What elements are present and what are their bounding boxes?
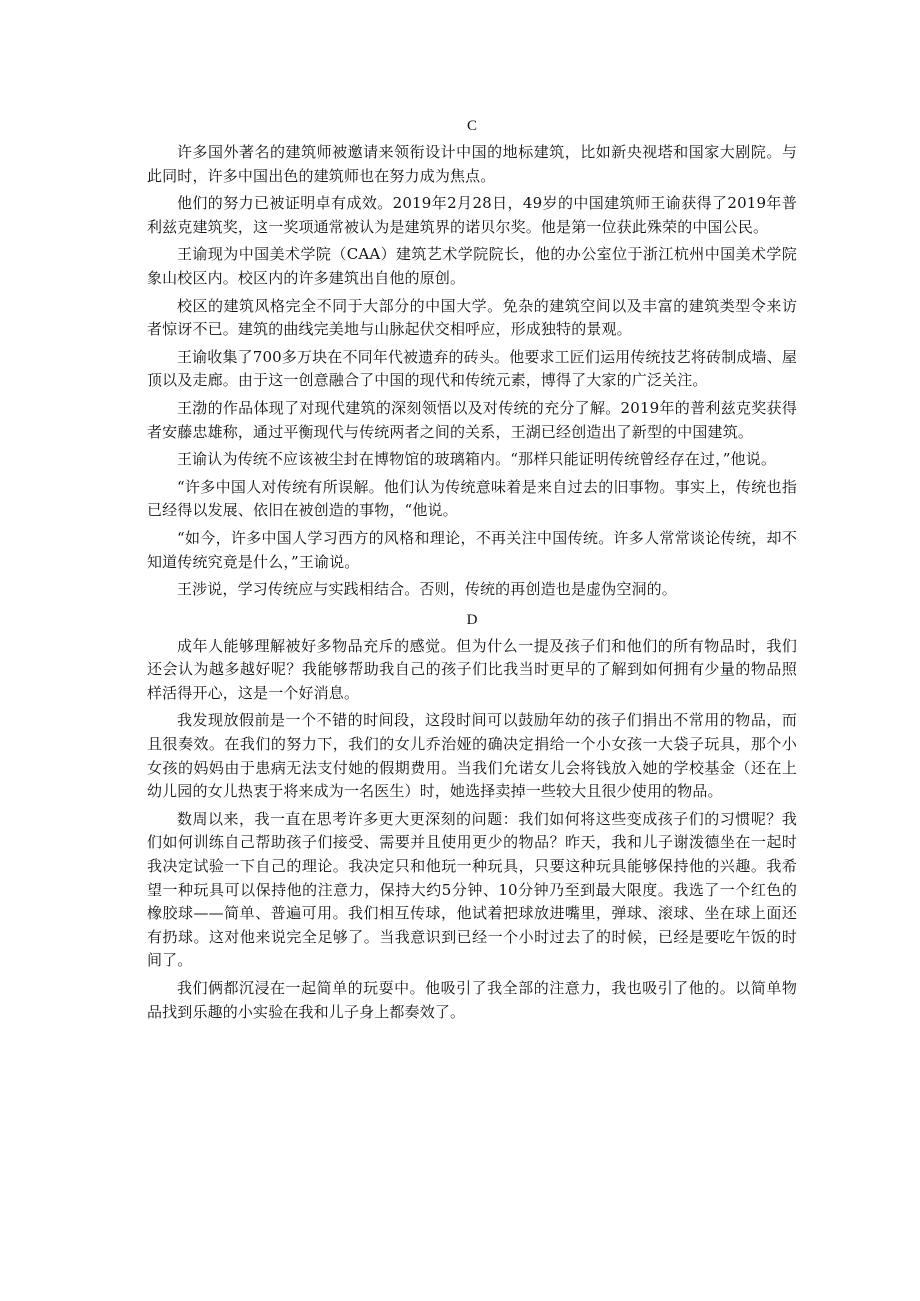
paragraph: “许多中国人对传统有所误解。他们认为传统意味着是来自过去的旧事物。事实上，传统也指已经得以发展、依旧在被创造的事物，“他说。 bbox=[147, 477, 797, 520]
paragraph: 他们的努力已被证明卓有成效。2019年2月28日，49岁的中国建筑师王谕获得了2019年普利兹克建筑奖，这一奖项通常被认为是建筑界的诺贝尔奖。他是第一位获此殊荣的中国公民。 bbox=[147, 194, 797, 236]
paragraph: 我们俩都沉浸在一起简单的玩耍中。他吸引了我全部的注意力，我也吸引了他的。以简单物品找到乐趣的小实验在我和儿子身上都奏效了。 bbox=[147, 979, 797, 1021]
section-heading: D bbox=[466, 611, 478, 628]
paragraph: 许多国外著名的建筑师被邀请来领衔设计中国的地标建筑，比如新央视塔和国家大剧院。与此同时，许多中国出色的建筑师也在努力成为焦点。 bbox=[147, 143, 797, 185]
paragraph: 我发现放假前是一个不错的时间段，这段时间可以鼓励年幼的孩子们捐出不常用的物品，而且很奏效。在我们的努力下，我们的女儿乔治娅的确决定捐给一个小女孩一大袋子玩具，那个小女孩的妈妈由于患病无法支付她的假期费用。当我们允诺女儿会将钱放入她的学校基金（还在上幼儿园的女儿热衷于将来成为一名医生）时，她选择卖掉一些较大且很少使用的物品。 bbox=[147, 711, 797, 801]
paragraph: 王谕现为中国美术学院（CAA）建筑艺术学院院长，他的办公室位于浙江杭州中国美术学院象山校区内。校区内的许多建筑出自他的原创。 bbox=[147, 245, 797, 287]
document-page bbox=[147, 112, 797, 1028]
paragraph: 成年人能够理解被好多物品充斥的感觉。但为什么一提及孩子们和他们的所有物品时，我们还会认为越多越好呢？我能够帮助我自己的孩子们比我当时更早的了解到如何拥有少量的物品照样活得开心，这是一个好消息。 bbox=[147, 636, 797, 702]
section-d bbox=[147, 606, 797, 1025]
paragraph: 校区的建筑风格完全不同于大部分的中国大学。免杂的建筑空间以及丰富的建筑类型令来访者惊讶不已。建筑的曲线完美地与山脉起伏交相呼应，形成独特的景观。 bbox=[147, 296, 797, 339]
paragraph: 王谕认为传统不应该被尘封在博物馆的玻璃箱内。“那样只能证明传统曾经存在过，”他说。 bbox=[177, 450, 776, 469]
paragraph: “如今，许多中国人学习西方的风格和理论，不再关注中国传统。许多人常常谈论传统，却不知道传统究竟是什么，”王谕说。 bbox=[147, 528, 797, 571]
paragraph: 王涉说，学习传统应与实践相结合。否则，传统的再创造也是虚伪空洞的。 bbox=[177, 580, 677, 599]
paragraph: 王谕收集了700多万块在不同年代被遗弃的砖头。他要求工匠们运用传统技艺将砖制成墙、屋顶以及走廊。由于这一创意融合了中国的现代和传统元素，博得了大家的广泛关注。 bbox=[147, 347, 797, 390]
section-heading: C bbox=[466, 118, 477, 134]
paragraph: 王渤的作品体现了对现代建筑的深刻领悟以及对传统的充分了解。2019年的普利兹克奖获得者安藤忠雄称，通过平衡现代与传统两者之间的关系，王湖已经创造出了新型的中国建筑。 bbox=[147, 398, 797, 441]
paragraph: 数周以来，我一直在思考许多更大更深刻的问题：我们如何将这些变成孩子们的习惯呢？我们如何训练自己帮助孩子们接受、需要并且使用更少的物品？昨天，我和儿子谢泼德坐在一起时我决定试验一下自己的理论。我决定只和他玩一种玩具，只要这种玩具能够保持他的兴趣。我希望一种玩具可以保持他的注意力，保持大约5分钟、10分钟乃至到最大限度。我选了一个红色的橡胶球——简单、普遍可用。我们相互传球，他试着把球放进嘴里，弹球、滚球、坐在球上面还有扔球。这对他来说完全足够了。当我意识到已经一个小时过去了的时候，已经是要吃午饭的时间了。 bbox=[147, 809, 797, 970]
section-c bbox=[147, 112, 797, 602]
